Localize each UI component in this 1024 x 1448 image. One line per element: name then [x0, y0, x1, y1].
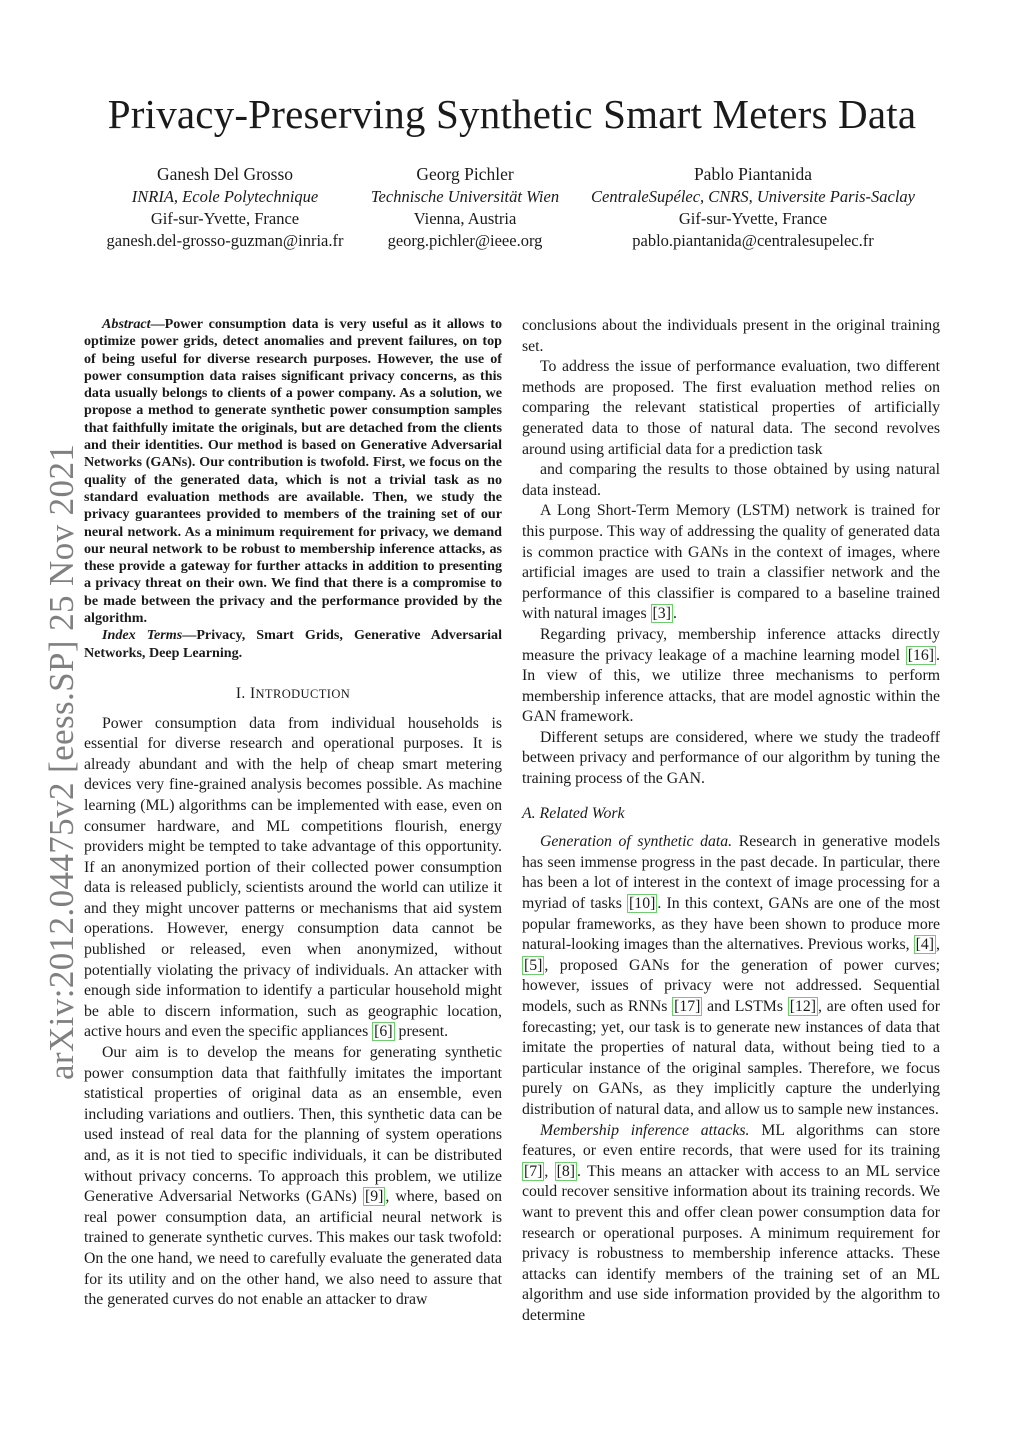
paragraph-synthetic-data: Generation of synthetic data. Research in generative models has seen immense progress in the past decade. In particular, there has been a lot of interest in the context of image processing for a myriad of tasks [10] . In this context, GANs are one of the most popular frameworks, as they have been shown to produce more natural-looking images than the alternatives. Previous works, [4] , [5] , proposed GANs for the generation of power curves; however, issues of privacy were not addressed. Sequential models, such as RNNs [17] and LSTMs [12] , are often used for forecasting; yet, our task is to generate new instances of data that imitate the properties of natural data, without being tied to a particular instance of the original samples. Therefore, we focus purely on GANs, as they implicitly capture the underlying distribution of natural data, and allow us to sample new instances.	[522, 833, 941, 1118]
paragraph-prediction-comparison: and comparing the results to those obtained by using natural data instead.	[522, 461, 940, 499]
paragraph-membership-inference: Membership inference attacks. ML algorithms can store features, or even entire records, that were used for its training [7] , [8] . This means an attacker with access to an ML service could recover sensitive information about its training records. We want to prevent this and offer clean power consumption data for research or operational purposes. A minimum requirement for privacy is robustness to membership inference attacks. These attacks can identify members of the training set of an ML algorithm and use side information provided by the algorithm to determine	[522, 1121, 940, 1324]
author-affiliation: Technische Universität Wien	[370, 187, 560, 206]
citation-link[interactable]: [10]	[629, 895, 656, 913]
author-block	[573, 162, 933, 252]
citation-link[interactable]: [9]	[364, 1188, 384, 1206]
left-column	[84, 316, 502, 1311]
paragraph-evaluation-methods: To address the issue of performance evaluation, two different methods are proposed. The first evaluation method relies on comparing the relevant statistical properties of artificially generated data to those of natural data. The second revolves around using artificial data for a prediction task	[522, 358, 940, 458]
index-terms-text: —Privacy, Smart Grids, Generative Adversarial Networks, Deep Learning.	[84, 627, 502, 661]
author-email: ganesh.del-grosso-guzman@inria.fr	[106, 231, 344, 250]
author-block	[355, 162, 575, 252]
arxiv-identifier-stamp: arXiv:2012.04475v2 [eess.SP] 25 Nov 2021	[42, 443, 81, 1080]
author-name: Pablo Piantanida	[693, 164, 813, 184]
author-location: Gif-sur-Yvette, France	[678, 209, 828, 228]
citation-link[interactable]: [5]	[524, 956, 543, 974]
index-terms-label: Index Terms	[102, 627, 183, 644]
author-name: Georg Pichler	[416, 164, 514, 184]
paragraph-privacy: Regarding privacy, membership inference attacks directly measure the privacy leakage of a machine learning model [16] . In view of this, we utilize three mechanisms to perform membership inference attacks, that are model agnostic within the GAN framework.	[522, 625, 940, 726]
citation-link[interactable]: [6]	[374, 1023, 393, 1041]
paper-title: Privacy-Preserving Synthetic Smart Meters Data	[107, 91, 917, 137]
citation-link[interactable]: [12]	[789, 998, 817, 1015]
citation-link[interactable]: [7]	[524, 1162, 543, 1180]
citation-link[interactable]: [4]	[915, 936, 935, 954]
subsection-heading-related-work: A. Related Work	[522, 804, 625, 822]
abstract-paragraph	[84, 316, 502, 627]
section-heading-introduction: I. INTRODUCTION	[235, 684, 351, 702]
author-email: georg.pichler@ieee.org	[387, 231, 543, 250]
author-affiliation: INRIA, Ecole Polytechnique	[131, 187, 319, 206]
citation-link[interactable]: [8]	[556, 1162, 576, 1180]
paragraph-tradeoff: Different setups are considered, where we study the tradeoff between privacy and performance of our algorithm by tuning the training process of the GAN.	[522, 728, 940, 788]
author-affiliation: CentraleSupélec, CNRS, Universite Paris-Saclay	[591, 187, 915, 206]
paragraph-continued: conclusions about the individuals present in the original training set.	[522, 317, 940, 355]
right-column	[522, 316, 940, 1327]
author-name: Ganesh Del Grosso	[156, 164, 294, 184]
author-location: Gif-sur-Yvette, France	[150, 209, 300, 228]
paragraph-lstm: A Long Short-Term Memory (LSTM) network is trained for this purpose. This way of addressing the quality of generated data is common practice with GANs in the context of images, where artificial images are used to train a classifier network and the performance of this classifier is compared to a baseline trained with natural images [3] .	[522, 502, 940, 623]
author-location: Vienna, Austria	[413, 209, 517, 228]
citation-link[interactable]: [16]	[907, 646, 935, 664]
intro-paragraph-1: Power consumption data from individual households is essential for diverse research and operational purposes. It is already abundant and with the help of cheap smart metering devices very fine-grained analysis becomes possible. As machine learning (ML) algorithms can be implemented with ease, even on consumer hardware, and ML competitions flourish, energy providers might be tempted to take advantage of this opportunity. If an anonymized portion of their collected power consumption data is released publicly, scientists around the world can utilize it and they might uncover patterns or mechanisms that aid system operations. However, energy consumption data cannot be published or released, even when anonymized, without potentially violating the privacy of individuals. An attacker with enough side information to identify a particular household might be able to discern information, such as geographic location, active hours and even the specific appliances [6] present.	[84, 714, 502, 1041]
index-terms	[84, 627, 502, 662]
abstract	[84, 316, 502, 662]
author-email: pablo.piantanida@centralesupelec.fr	[632, 231, 874, 250]
abstract-text: —Power consumption data is very useful as it allows to optimize power grids, detect anomalies and prevent failures, on top of being useful for diverse research purposes. However, the use of power consumption data raises significant privacy concerns, as this data usually belongs to clients of a power company. As a solution, we propose a method to generate synthetic power consumption samples that faithfully imitate the originals, but are detached from the clients and their identities. Our method is based on Generative Adversarial Networks (GANs). Our contribution is twofold. First, we focus on the quality of the generated data, which is not a trivial task as no standard evaluation methods are available. Then, we study the privacy guarantees provided to members of the training set of our neural network. As a minimum requirement for privacy, we demand our neural network to be robust to membership inference attacks, as these provide a gateway for further attacks in addition to presenting a privacy threat on their own. We find that there is a compromise to be made between the privacy and the performance provided by the algorithm.	[84, 316, 502, 627]
intro-paragraph-2: Our aim is to develop the means for generating synthetic power consumption data that faithfully imitates the important statistical properties of original data as an ensemble, even including variations and outliers. Then, this synthetic data can be used instead of real data for the planning of system operations and, as it is not tied to specific individuals, it can be distributed without privacy concerns. To approach this problem, we utilize Generative Adversarial Networks (GANs) [9] , where, based on real power consumption data, an artificial neural network is trained to generate synthetic curves. This makes our task twofold: On the one hand, we need to carefully evaluate the generated data for its utility and on the other hand, we also need to assure that the generated curves do not enable an attacker to draw	[84, 1044, 502, 1309]
citation-link[interactable]: [3]	[652, 605, 671, 623]
author-block	[85, 162, 365, 252]
citation-link[interactable]: [17]	[674, 998, 701, 1015]
abstract-label: Abstract	[102, 316, 151, 332]
